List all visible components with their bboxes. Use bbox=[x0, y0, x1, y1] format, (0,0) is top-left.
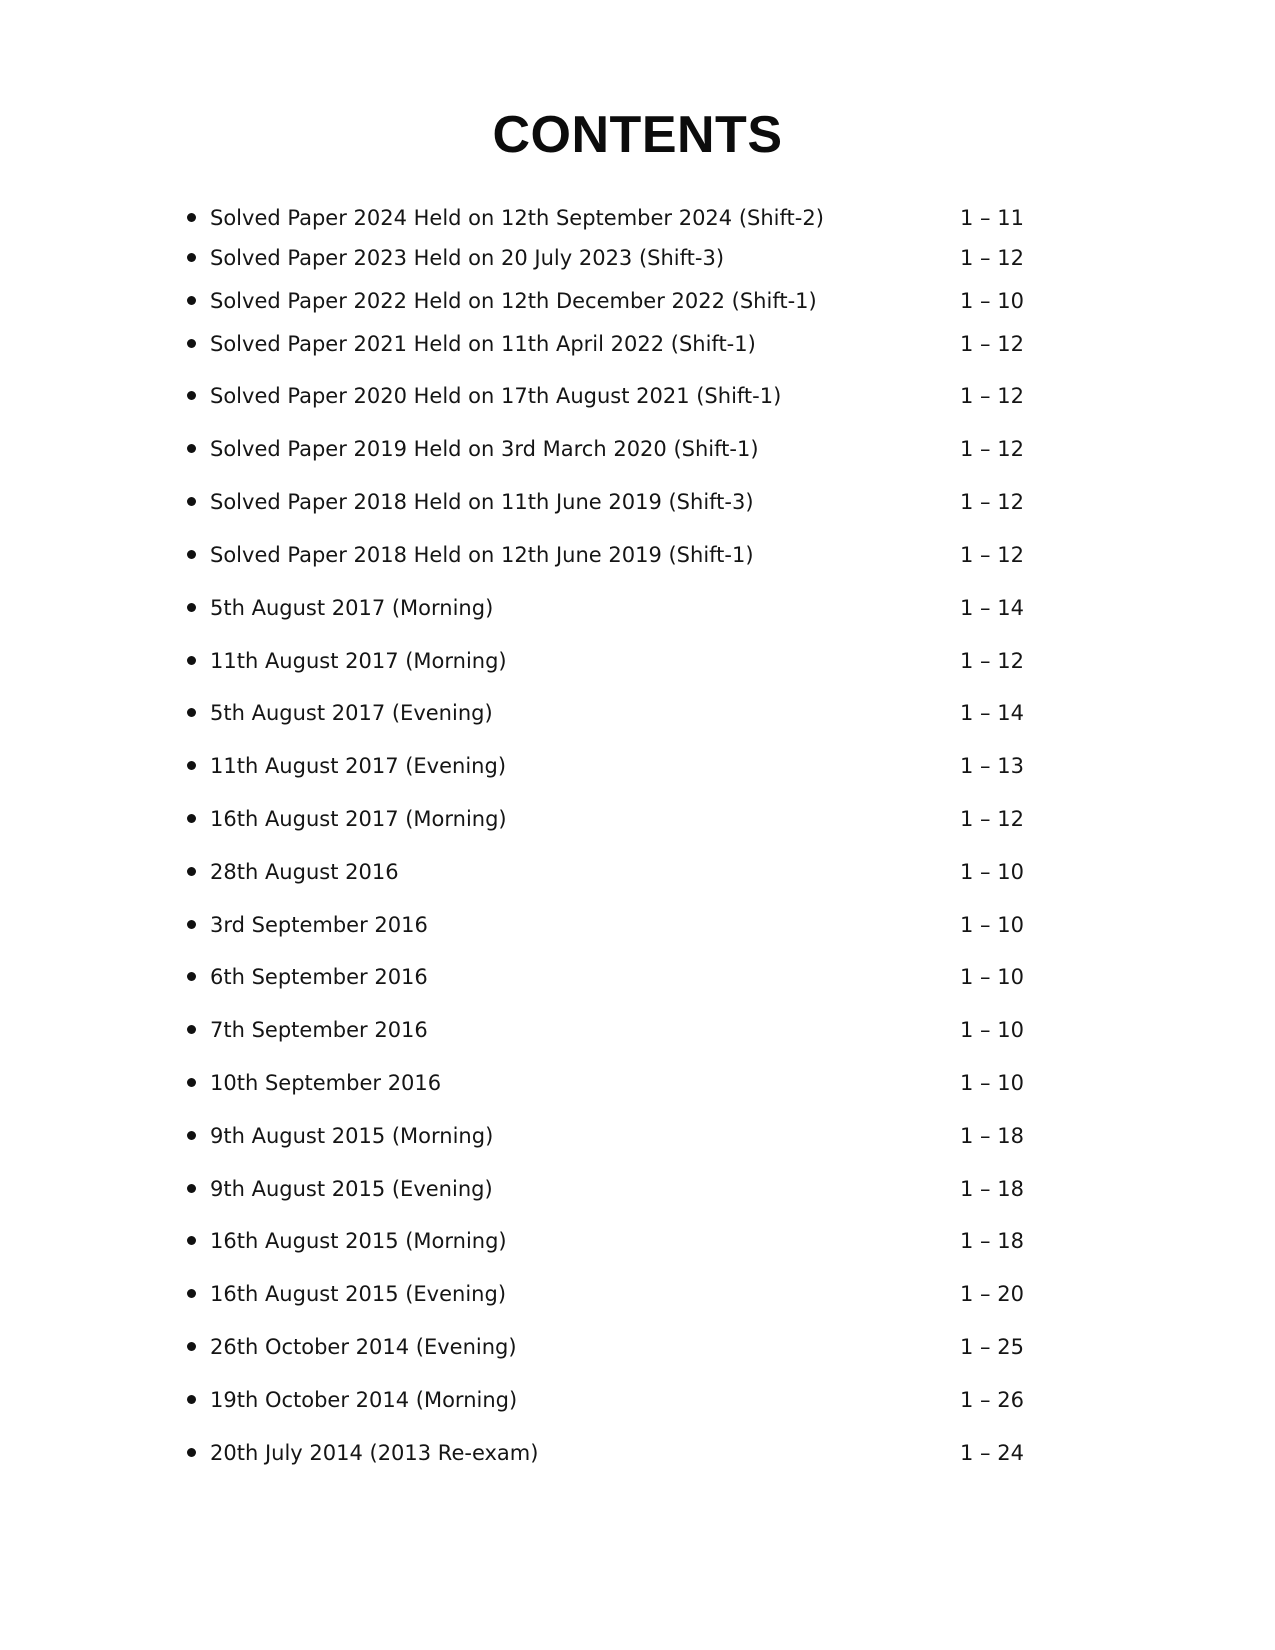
toc-entry bbox=[180, 959, 1030, 995]
toc-entry bbox=[180, 200, 1030, 236]
toc-entry bbox=[180, 643, 1030, 679]
bullet-icon bbox=[187, 1289, 196, 1298]
toc-entry-pages: 1 – 12 bbox=[960, 384, 1024, 408]
toc-entry-pages: 1 – 10 bbox=[960, 965, 1024, 989]
toc-entry-pages: 1 – 14 bbox=[960, 596, 1024, 620]
toc-entry bbox=[180, 283, 1030, 319]
bullet-icon bbox=[187, 656, 196, 665]
toc-entry-title: 10th September 2016 bbox=[210, 1071, 442, 1095]
toc-entry bbox=[180, 1382, 1030, 1418]
toc-entry-pages: 1 – 18 bbox=[960, 1124, 1024, 1148]
toc-entry-pages: 1 – 12 bbox=[960, 649, 1024, 673]
toc-entry-title: 7th September 2016 bbox=[210, 1018, 428, 1042]
bullet-icon bbox=[187, 603, 196, 612]
toc-entry-pages: 1 – 10 bbox=[960, 1071, 1024, 1095]
bullet-icon bbox=[187, 391, 196, 400]
bullet-icon bbox=[187, 296, 196, 305]
toc-entry bbox=[180, 484, 1030, 520]
toc-entry-title: 16th August 2015 (Evening) bbox=[210, 1282, 507, 1306]
bullet-icon bbox=[187, 497, 196, 506]
toc-entry bbox=[180, 431, 1030, 467]
toc-entry bbox=[180, 378, 1030, 414]
toc-entry-pages: 1 – 14 bbox=[960, 701, 1024, 725]
bullet-icon bbox=[187, 1025, 196, 1034]
toc-entry-title: 9th August 2015 (Morning) bbox=[210, 1124, 494, 1148]
toc-entry bbox=[180, 240, 1030, 276]
toc-entry-title: Solved Paper 2022 Held on 12th December 2022 (Shift-1) bbox=[210, 289, 817, 313]
toc-entry-pages: 1 – 18 bbox=[960, 1229, 1024, 1253]
toc-entry-title: 11th August 2017 (Evening) bbox=[210, 754, 507, 778]
toc-entry-title: Solved Paper 2018 Held on 11th June 2019 (Shift-3) bbox=[210, 490, 754, 514]
toc-entry-pages: 1 – 10 bbox=[960, 289, 1024, 313]
bullet-icon bbox=[187, 1395, 196, 1404]
toc-entry bbox=[180, 1276, 1030, 1312]
toc-entry-pages: 1 – 18 bbox=[960, 1177, 1024, 1201]
toc-entry bbox=[180, 1012, 1030, 1048]
toc-entry bbox=[180, 1329, 1030, 1365]
toc-entry bbox=[180, 854, 1030, 890]
toc-entry-title: 6th September 2016 bbox=[210, 965, 428, 989]
bullet-icon bbox=[187, 972, 196, 981]
bullet-icon bbox=[187, 708, 196, 717]
toc-entry-title: Solved Paper 2024 Held on 12th September 2024 (Shift-2) bbox=[210, 206, 824, 230]
bullet-icon bbox=[187, 253, 196, 262]
toc-entry-title: Solved Paper 2020 Held on 17th August 2021 (Shift-1) bbox=[210, 384, 782, 408]
toc-entry bbox=[180, 907, 1030, 943]
bullet-icon bbox=[187, 550, 196, 559]
toc-entry-title: 3rd September 2016 bbox=[210, 913, 428, 937]
bullet-icon bbox=[187, 1236, 196, 1245]
bullet-icon bbox=[187, 1342, 196, 1351]
toc-entry-pages: 1 – 12 bbox=[960, 332, 1024, 356]
toc-entry-title: Solved Paper 2018 Held on 12th June 2019 (Shift-1) bbox=[210, 543, 754, 567]
toc-entry bbox=[180, 1065, 1030, 1101]
bullet-icon bbox=[187, 814, 196, 823]
toc-entry bbox=[180, 1223, 1030, 1259]
toc-entry-pages: 1 – 13 bbox=[960, 754, 1024, 778]
toc-entry bbox=[180, 590, 1030, 626]
toc-entry-title: 16th August 2015 (Morning) bbox=[210, 1229, 507, 1253]
toc-entry bbox=[180, 326, 1030, 362]
toc-entry-title: Solved Paper 2019 Held on 3rd March 2020 (Shift-1) bbox=[210, 437, 759, 461]
toc-entry-title: 11th August 2017 (Morning) bbox=[210, 649, 507, 673]
toc-entry-title: 26th October 2014 (Evening) bbox=[210, 1335, 517, 1359]
bullet-icon bbox=[187, 1078, 196, 1087]
toc-entry-pages: 1 – 24 bbox=[960, 1441, 1024, 1465]
bullet-icon bbox=[187, 761, 196, 770]
bullet-icon bbox=[187, 213, 196, 222]
toc-entry-pages: 1 – 10 bbox=[960, 860, 1024, 884]
toc-entry bbox=[180, 748, 1030, 784]
toc-entry-pages: 1 – 20 bbox=[960, 1282, 1024, 1306]
toc-entry-title: 16th August 2017 (Morning) bbox=[210, 807, 507, 831]
toc-entry-title: Solved Paper 2023 Held on 20 July 2023 (Shift-3) bbox=[210, 246, 725, 270]
bullet-icon bbox=[187, 867, 196, 876]
toc-entry bbox=[180, 537, 1030, 573]
bullet-icon bbox=[187, 920, 196, 929]
bullet-icon bbox=[187, 444, 196, 453]
toc-entry-pages: 1 – 10 bbox=[960, 1018, 1024, 1042]
toc-entry-title: 20th July 2014 (2013 Re-exam) bbox=[210, 1441, 539, 1465]
toc-entry-title: 28th August 2016 bbox=[210, 860, 399, 884]
toc-entry-title: 5th August 2017 (Morning) bbox=[210, 596, 494, 620]
toc-entry bbox=[180, 1118, 1030, 1154]
toc-entry-pages: 1 – 26 bbox=[960, 1388, 1024, 1412]
toc-entry-pages: 1 – 12 bbox=[960, 246, 1024, 270]
toc-entry-pages: 1 – 12 bbox=[960, 490, 1024, 514]
toc-entry-title: Solved Paper 2021 Held on 11th April 2022 (Shift-1) bbox=[210, 332, 756, 356]
toc-entry bbox=[180, 801, 1030, 837]
toc-entry-pages: 1 – 12 bbox=[960, 437, 1024, 461]
page-title: CONTENTS bbox=[492, 106, 783, 164]
toc-entry-title: 9th August 2015 (Evening) bbox=[210, 1177, 493, 1201]
toc-entry-pages: 1 – 11 bbox=[960, 206, 1024, 230]
toc-entry bbox=[180, 1435, 1030, 1471]
bullet-icon bbox=[187, 1131, 196, 1140]
bullet-icon bbox=[187, 339, 196, 348]
toc-entry-pages: 1 – 25 bbox=[960, 1335, 1024, 1359]
toc-entry-pages: 1 – 12 bbox=[960, 543, 1024, 567]
bullet-icon bbox=[187, 1184, 196, 1193]
toc-entry-title: 5th August 2017 (Evening) bbox=[210, 701, 493, 725]
bullet-icon bbox=[187, 1448, 196, 1457]
toc-entry-pages: 1 – 12 bbox=[960, 807, 1024, 831]
toc-entry bbox=[180, 695, 1030, 731]
toc-entry bbox=[180, 1171, 1030, 1207]
toc-entry-pages: 1 – 10 bbox=[960, 913, 1024, 937]
toc-entry-title: 19th October 2014 (Morning) bbox=[210, 1388, 518, 1412]
